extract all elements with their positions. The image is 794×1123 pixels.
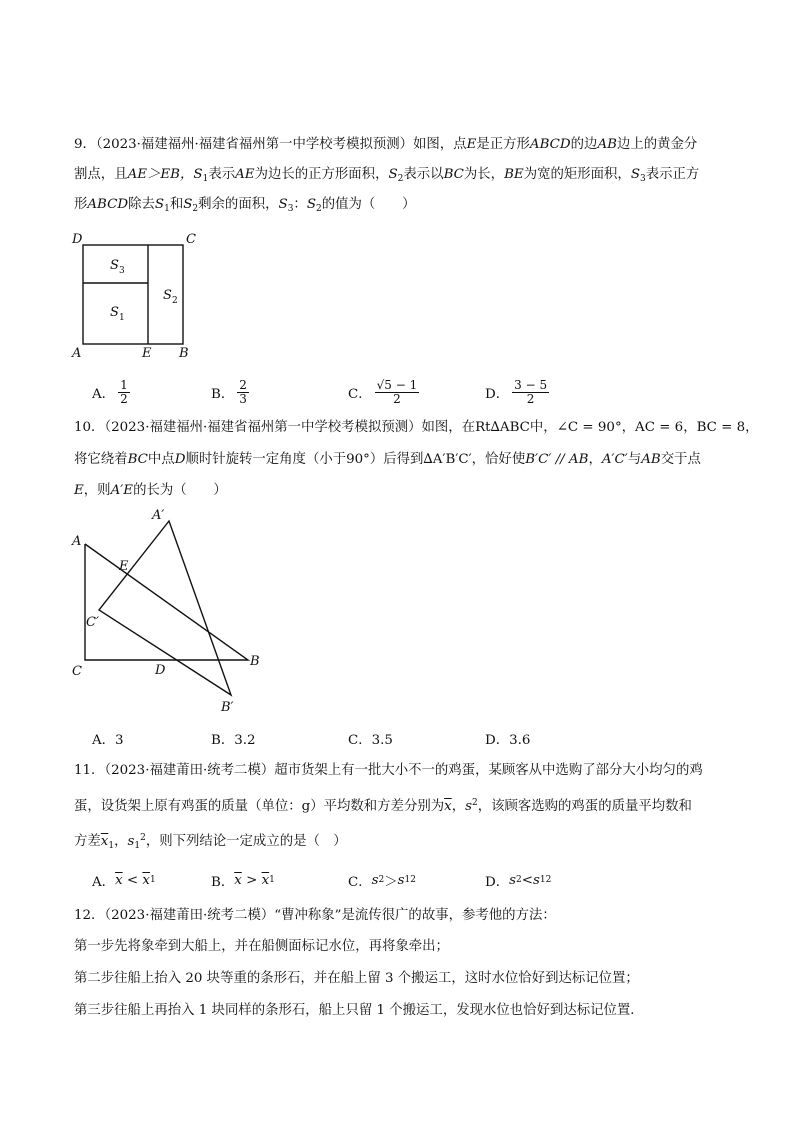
q11-choice-d[interactable]: D． s 2 < s 1 2 [485,872,552,890]
q9-choice-b[interactable]: B． $\frac{2}{3}$ [211,377,247,406]
svg-text:3: 3 [119,266,125,276]
q10-label-bp: B′ [221,700,234,715]
q12-line-4: 第三步往船上再抬入 1 块同样的条形石，船上只留 1 个搬运工，发现水位也恰好到达标记位置． [74,1003,644,1018]
q9-label-a: A [72,346,82,361]
q9-label-d: D [72,232,83,247]
q9-label-s1: S [110,305,119,320]
q12-line-1: 12．（2023·福建莆田·统考二模）“曹冲称象”是流传很广的故事，参考他的方法： [74,908,556,923]
q10-choice-c[interactable]: C．3.5 [348,732,393,748]
q9-figure [68,228,218,363]
q9-label-e: E [142,346,152,361]
svg-text:2: 2 [172,296,178,306]
q9-choice-c[interactable]: C． $\frac{√5 - 1}{2}$ [348,377,418,406]
q10-line-1: 10．（2023·福建福州·福建省福州第一中学校考模拟预测）如图，在Rt∆ABC中，∠C = 90°，AC = 6，BC = 8， [74,420,759,435]
q10-choice-d[interactable]: D．3.6 [485,732,531,748]
q10-choice-b[interactable]: B．3.2 [211,732,256,748]
q9-label-s3: S [110,258,119,273]
q10-label-cp: C′ [86,615,99,630]
q9-choice-d[interactable]: D． $\frac{3 - 5}{2}$ [485,377,548,406]
q11-line-2: 蛋，设货架上原有鸡蛋的质量（单位：g）平均数和方差分别为$\overline{x}$，$s^2$，该顾客选购的鸡蛋的质量平均数和 [74,798,692,814]
q9-label-b: B [179,346,189,361]
q9-label-c: C [186,232,196,247]
q10-choice-a[interactable]: A．3 [92,732,124,748]
q11-line-1: 11．（2023·福建莆田·统考二模）超市货架上有一批大小不一的鸡蛋，某顾客从中选购了部分大小均匀的鸡 [74,763,703,778]
q10-label-d: D [155,663,166,678]
q10-figure [68,508,268,718]
q9-line-1: 9．（2023·福建福州·福建省福州第一中学校考模拟预测）如图，点E是正方形ABCD的边AB边上的黄金分 [74,137,698,152]
q12-line-2: 第一步先将象牵到大船上，并在船侧面标记水位，再将象牵出； [74,939,449,954]
q11-choice-b[interactable]: B． $\overline{x}$ > $\overline{x}$ 1 [211,872,275,890]
q9-choice-a[interactable]: A． $\frac{1}{2}$ [92,377,128,406]
q11-choice-c[interactable]: C． s 2 ＞ s 1 2 [348,872,416,890]
q10-line-2: 将它绕着BC中点D顺时针旋转一定角度（小于90°）后得到∆A′B′C′，恰好使B′C′ // AB，A′C′与AB交于点 [74,452,701,467]
q10-choices [92,727,732,749]
q9-choices [92,375,732,409]
q12-line-3: 第二步往船上抬入 20 块等重的条形石，并在船上留 3 个搬运工，这时水位恰好到达标记位置； [74,971,639,986]
q10-label-ap: A′ [152,508,165,523]
q10-label-e: E [119,559,129,574]
q11-choice-a[interactable]: A． $\overline{x}$ < $\overline{x}$ 1 [92,872,156,890]
q11-choices [92,869,732,891]
q11-line-3: 方差$\overline{x}_1$，$s_1^2$，则下列结论一定成立的是（ ） [74,833,347,851]
q10-label-b: B [250,654,260,669]
svg-text:1: 1 [119,313,125,323]
q9-line-3: 形ABCD除去$S_1$和$S_2$剩余的面积，$S_3$：$S_2$的值为（ ） [74,197,416,214]
q9-line-2: 割点，且AE＞EB，$S_1$表示AE为边长的正方形面积，$S_2$表示以BC为长，BE为宽的矩形面积，$S_3$表示正方 [74,167,700,184]
q10-line-3: E，则A′E的长为（ ） [74,483,227,498]
q10-label-c: C [72,664,82,679]
q10-label-a: A [72,534,82,549]
q9-label-s2: S [163,288,172,303]
